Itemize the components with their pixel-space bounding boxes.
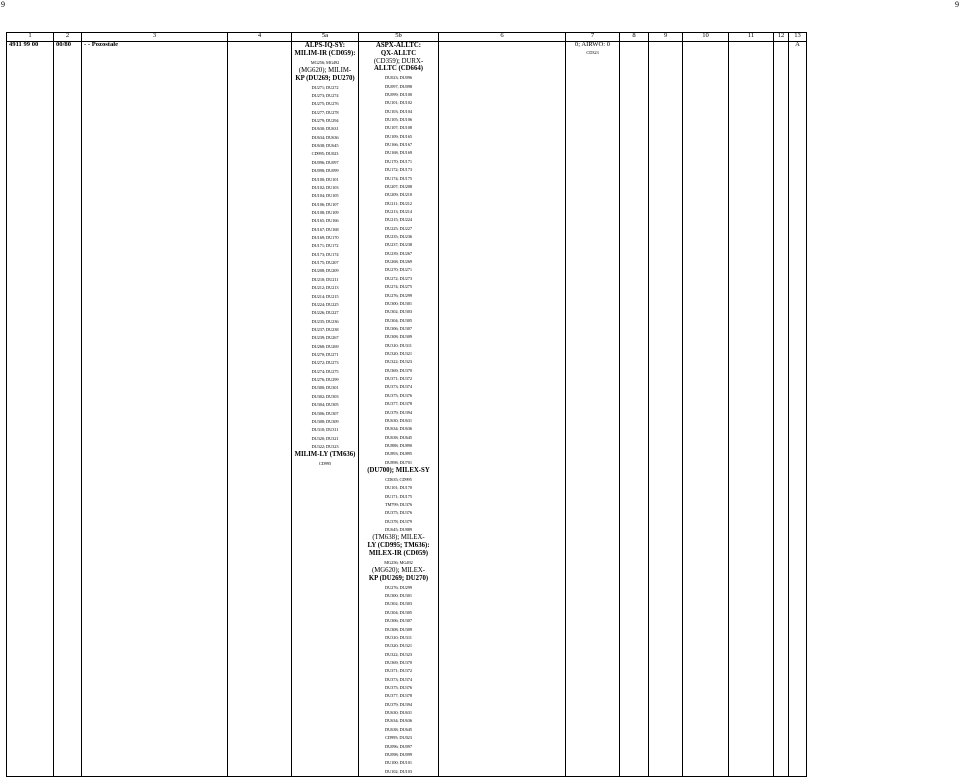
code-pair: DU322; DU323 <box>385 651 412 657</box>
column-header: 7 <box>566 33 620 42</box>
col5b-mid4-sub: MG256; MG492 <box>384 559 413 565</box>
code-pair: DU235; DU236 <box>311 318 339 324</box>
code-pair: DU102; DU103 <box>385 768 412 774</box>
column-header: 1 <box>7 33 54 42</box>
col5b-mid6: KP (DU269; DU270) <box>368 574 429 582</box>
code-pair: DU208; DU209 <box>311 268 339 274</box>
column-header: 4 <box>228 33 292 42</box>
code-pair: DU275; DU276 <box>311 101 339 107</box>
code-pair: DU102; DU103 <box>311 184 339 190</box>
col13: A <box>789 42 807 777</box>
col10-empty <box>683 42 729 777</box>
code-pair: DU369; DU370 <box>385 659 412 665</box>
code-pair: DU096; DU097 <box>385 743 412 749</box>
code-pair: DU308; DU309 <box>311 418 339 424</box>
code-pair: DU225; DU227 <box>385 225 412 231</box>
column-header: 13 <box>789 33 807 42</box>
code-pair: DU375; DU376 <box>385 392 412 398</box>
code-pair: DU175; DU207 <box>311 260 339 266</box>
code-pair: DU098; DU099 <box>385 751 412 757</box>
code-pair: DU268; DU269 <box>311 343 339 349</box>
col5b-pairs-b <box>361 476 436 535</box>
code-pair: DU105; DU106 <box>385 116 412 122</box>
code-pair: DU099; DU100 <box>385 91 412 97</box>
code-pair: DU270; DU271 <box>311 352 339 358</box>
code-pair: DU310; DU311 <box>385 634 412 640</box>
code-pair: DU630; DU631 <box>311 126 339 132</box>
code-pair: DU109; DU165 <box>385 133 412 139</box>
col5b-mid5: (MG620); MILEX- <box>371 567 426 575</box>
code-pair: DU098; DU099 <box>311 168 339 174</box>
column-header: 3 <box>82 33 228 42</box>
code-pair: DU375; DU376 <box>385 685 412 691</box>
code-pair: DU239; DU267 <box>385 250 412 256</box>
code-pair: DU096; DU097 <box>311 159 339 165</box>
code-pair: DU272; DU273 <box>385 275 412 281</box>
page-number-left: 9 <box>1 0 5 9</box>
code-pair: DU210; DU211 <box>311 276 339 282</box>
code-pair: DU377; DU378 <box>385 401 412 407</box>
code-pair: DU379; DU394 <box>385 701 412 707</box>
code-pair: DU276; DU299 <box>311 377 339 383</box>
code-pair: DU272; DU273 <box>311 360 339 366</box>
code-pair: DU308; DU309 <box>385 626 412 632</box>
code-pair: DU304; DU305 <box>311 402 339 408</box>
code-pair: DU239; DU267 <box>311 335 339 341</box>
col5a-h2: MILIM-IR (CD059): <box>294 49 356 57</box>
code-pair: DU371; DU372 <box>385 668 412 674</box>
code-pair: DU274; DU275 <box>311 368 339 374</box>
code-pair: DU023; DU096 <box>385 75 412 81</box>
col8-empty <box>620 42 649 777</box>
col7-sub: CD323 <box>586 49 599 55</box>
code-pair: DU101; DU170 <box>385 485 412 491</box>
column-header: 8 <box>620 33 649 42</box>
code-pair: DU271; DU272 <box>311 84 339 90</box>
code-pair: DU302; DU303 <box>385 601 412 607</box>
code-pair: DU224; DU225 <box>311 301 339 307</box>
code-pair: DU174; DU175 <box>385 175 412 181</box>
column-header: 2 <box>54 33 82 42</box>
code-pair: DU169; DU170 <box>311 235 339 241</box>
code-pair: DU300; DU301 <box>385 300 412 306</box>
code-pair: DU103; DU104 <box>385 108 412 114</box>
col5a <box>292 42 359 777</box>
code-pair: DU373; DU374 <box>385 384 412 390</box>
code-pair: CD995; DU023 <box>385 735 412 741</box>
col5b-h2: QX-ALLTC <box>380 49 417 57</box>
code-pair: DU100; DU101 <box>385 760 412 766</box>
code-pair: DU322; DU323 <box>311 444 339 449</box>
code-pair: DU300; DU301 <box>385 593 412 599</box>
col5b-mid4: MILEX-IR (CD059) <box>368 549 429 557</box>
column-header: 10 <box>683 33 729 42</box>
col6-empty <box>439 42 566 777</box>
code-pair: DU209; DU210 <box>385 192 412 198</box>
code-pair: DU375; DU376 <box>385 510 412 516</box>
code-pair: TM799; DU376 <box>384 501 413 507</box>
description: - - Pozostałe <box>82 42 228 777</box>
code-pair: DU226; DU227 <box>311 310 339 316</box>
col5b-h3: (CD359); DURX- <box>373 57 424 65</box>
code-pair: DU106; DU107 <box>311 201 339 207</box>
col5b-conditions <box>361 43 436 776</box>
code-pair: DU378; DU379 <box>385 518 412 524</box>
code-pair: DU237; DU238 <box>311 326 339 332</box>
code-pair: DU893; DU895 <box>385 451 412 457</box>
col5a-h3: (MG620); MILIM- <box>298 66 352 74</box>
code-pair: DU304; DU305 <box>385 609 412 615</box>
code-pair: DU268; DU269 <box>385 259 412 265</box>
code-pair: DU100; DU101 <box>311 176 339 182</box>
code-pair: DU300; DU301 <box>311 385 339 391</box>
code-pair: DU638; DU645 <box>385 726 412 732</box>
page-number-right: 9 <box>955 0 959 9</box>
col5a-h4: KP (DU269; DU270) <box>295 74 355 82</box>
code-pair: DU276; DU299 <box>385 292 412 298</box>
code-pair: DU302; DU303 <box>385 309 412 315</box>
code-pair: DU168; DU169 <box>385 150 412 156</box>
code-pair: DU302; DU303 <box>311 393 339 399</box>
code-pair: DU173; DU174 <box>311 251 339 257</box>
code-pair: DU634; DU636 <box>385 718 412 724</box>
code-pair: DU320; DU321 <box>311 435 339 441</box>
code-pair: DU310; DU311 <box>385 342 412 348</box>
code-pair: DU235; DU236 <box>385 234 412 240</box>
code-pair: DU207; DU208 <box>385 183 412 189</box>
code-pair: DU107; DU108 <box>385 125 412 131</box>
code-pair: DU211; DU212 <box>385 200 412 206</box>
code-pair: DU171; DU172 <box>311 243 339 249</box>
code-pair: DU214; DU215 <box>311 293 339 299</box>
col5a-h2-sub: MG256; MG492 <box>310 59 340 65</box>
cn-code: 4911 99 00 <box>7 42 54 777</box>
code-pair: DU371; DU372 <box>385 376 412 382</box>
col5b-pairs-a <box>361 74 436 467</box>
code-pair: DU212; DU213 <box>311 285 339 291</box>
code-pair: DU279; DU294 <box>311 117 339 123</box>
code-pair: DU237; DU238 <box>385 242 412 248</box>
code-pair: DU172; DU173 <box>385 167 412 173</box>
code-pair: DU369; DU370 <box>385 367 412 373</box>
code-pair: DU101; DU102 <box>385 100 412 106</box>
code-pair: DU108; DU109 <box>311 209 339 215</box>
code-pair: DU270; DU271 <box>385 267 412 273</box>
column-header: 11 <box>729 33 774 42</box>
code-pair: DU104; DU105 <box>311 193 339 199</box>
code-pair: DU377; DU378 <box>385 693 412 699</box>
code-pair: DU215; DU224 <box>385 217 412 223</box>
code-pair: CD635; CD995 <box>385 476 412 482</box>
code-pair: DU638; DU645 <box>311 143 339 149</box>
col5a-tail1: MILIM-LY (TM636) <box>294 451 356 459</box>
taric-sub: 00/80 <box>54 42 82 777</box>
col5b-mid1: (DU700); MILEX-SY <box>367 467 430 475</box>
code-pair: DU888; DU890 <box>385 443 412 448</box>
column-header: 9 <box>649 33 683 42</box>
code-pair: DU379; DU394 <box>385 409 412 415</box>
col5a-conditions <box>294 43 356 469</box>
column-header: 6 <box>439 33 566 42</box>
code-pair: DU373; DU374 <box>385 676 412 682</box>
col7 <box>566 42 620 777</box>
col5a-pairs <box>294 84 356 452</box>
col5b-h1: ASPX-ALLTC: <box>375 42 422 49</box>
code-pair: DU274; DU275 <box>385 284 412 290</box>
code-pair: DU170; DU171 <box>385 158 412 164</box>
code-pair: DU304; DU305 <box>385 317 412 323</box>
code-pair: DU166; DU167 <box>385 142 412 148</box>
code-pair: CD995; DU023 <box>311 151 339 157</box>
code-pair: DU167; DU168 <box>311 226 339 232</box>
code-pair: DU273; DU274 <box>311 92 339 98</box>
table-row <box>7 42 807 777</box>
col12-empty <box>774 42 789 777</box>
code-pair: DU306; DU307 <box>385 325 412 331</box>
code-pair: DU630; DU631 <box>385 710 412 716</box>
code-pair: DU634; DU636 <box>311 134 339 140</box>
code-pair: DU308; DU309 <box>385 334 412 340</box>
col5b-mid3: LY (CD995; TM636): <box>367 542 430 550</box>
col5a-h1: ALPS-IQ-SY: <box>304 42 346 49</box>
col11-empty <box>729 42 774 777</box>
col7-value: 0; AIRWO: 0 <box>574 41 611 48</box>
code-pair: DU310; DU311 <box>311 427 339 433</box>
code-pair: DU634; DU636 <box>385 426 412 432</box>
col4-empty <box>228 42 292 777</box>
col5b-pairs-c <box>361 584 436 776</box>
col5b-h4: ALLTC (CD664) <box>373 65 424 73</box>
code-pair: DU638; DU645 <box>385 434 412 440</box>
code-pair: DU306; DU307 <box>311 410 339 416</box>
column-header-row <box>7 33 807 42</box>
col5b <box>359 42 439 777</box>
column-header: 12 <box>774 33 789 42</box>
code-pair: DU322; DU323 <box>385 359 412 365</box>
col5b-mid2: (TM638); MILEX- <box>372 534 425 542</box>
column-header: 5a <box>292 33 359 42</box>
code-pair: DU630; DU631 <box>385 417 412 423</box>
col9-empty <box>649 42 683 777</box>
code-pair: DU320; DU321 <box>385 351 412 357</box>
code-pair: DU171; DU175 <box>385 493 412 499</box>
code-pair: DU165; DU166 <box>311 218 339 224</box>
code-pair: DU645; DU889 <box>385 527 412 533</box>
column-header: 5b <box>359 33 439 42</box>
code-pair: DU097; DU098 <box>385 83 412 89</box>
code-pair: DU277; DU278 <box>311 109 339 115</box>
code-pair: DU213; DU214 <box>385 208 412 214</box>
code-pair: DU320; DU321 <box>385 643 412 649</box>
col5a-tail1-sub: CD995 <box>318 461 332 467</box>
code-pair: DU276; DU299 <box>385 584 412 590</box>
code-pair: DU306; DU307 <box>385 618 412 624</box>
code-pair: DU898; DU701 <box>385 459 412 465</box>
tariff-table <box>6 32 807 777</box>
